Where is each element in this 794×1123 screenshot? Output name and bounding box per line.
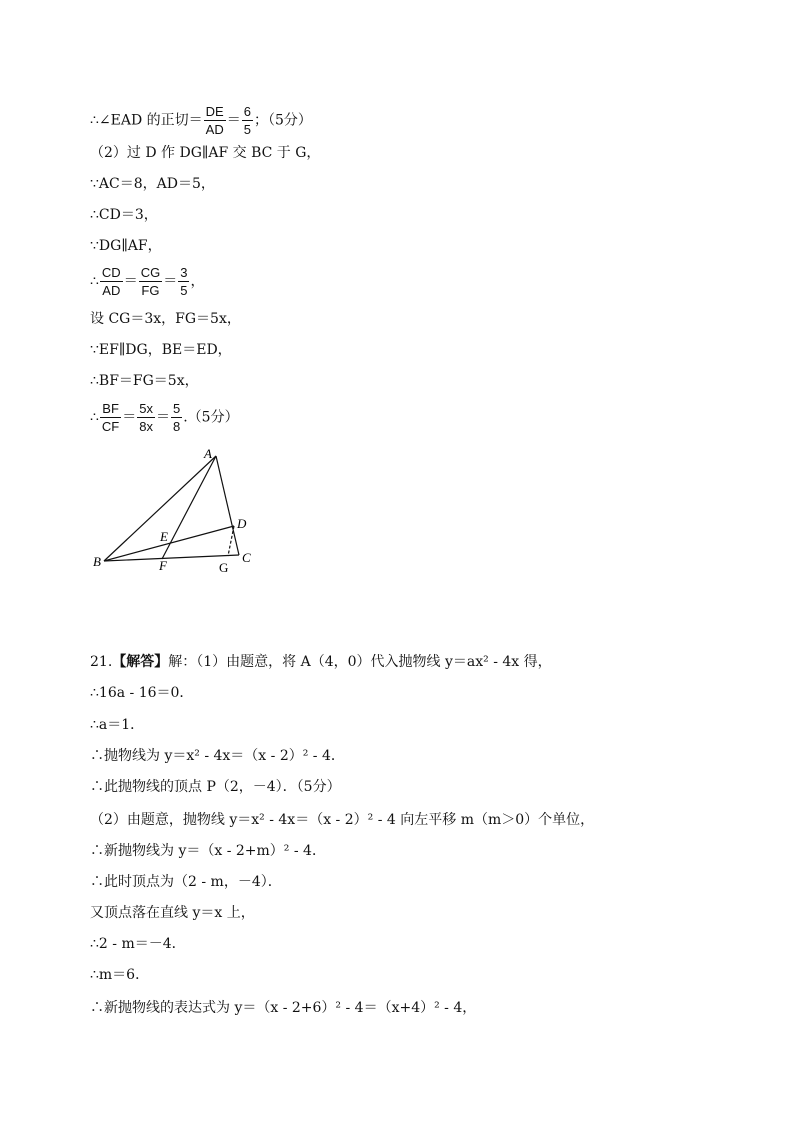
triangle-figure [88, 446, 268, 578]
fraction-bf-cf: $\frac{BF}{CF}$ [101, 401, 120, 434]
label-b: B [93, 554, 101, 569]
segment-ba [104, 456, 216, 561]
fraction-5-8: $\frac{5}{8}$ [173, 401, 181, 434]
solution-line: ∴16a - 16＝0． [90, 685, 194, 701]
solution-line: 又顶点落在直线 y＝x 上， [90, 905, 255, 921]
label-c: C [242, 550, 251, 565]
label-f: F [159, 558, 167, 573]
solution-line-ratio: ∴ $\frac{CD}{AD}$ ＝ $\frac{CG}{FG}$ ＝ $\frac{3}{5}$ ， [90, 265, 205, 298]
label-a: A [204, 446, 212, 461]
fraction-cg-fg: $\frac{CG}{FG}$ [140, 265, 161, 298]
solution-line: （2）由题意，抛物线 y＝x² - 4x＝（x - 2）² - 4 向左平移 m（m＞0）个单位， [90, 812, 595, 828]
solution-line: ∴m＝6． [90, 967, 150, 983]
solution-line: ∴CD＝3， [90, 207, 158, 223]
fraction-6-5: $\frac{6}{5}$ [243, 104, 251, 137]
solution-line: ∴新抛物线为 y＝（x - 2+m）² - 4． [90, 843, 326, 859]
fraction-3-5: $\frac{3}{5}$ [180, 265, 188, 298]
fraction-cd-ad: $\frac{CD}{AD}$ [101, 265, 121, 298]
fraction-5x-8x: $\frac{5x}{8x}$ [139, 401, 153, 434]
solution-line: ∴新抛物线的表达式为 y＝（x - 2+6）² - 4＝（x+4）² - 4， [90, 1000, 477, 1016]
label-g: G [219, 560, 229, 575]
solution-line: （2）过 D 作 DG∥AF 交 BC 于 G， [90, 145, 321, 161]
solution-line: ∴抛物线为 y＝x² - 4x＝（x - 2）² - 4． [90, 748, 345, 764]
solution-line: ∴此抛物线的顶点 P（2，－4）．（5分） [90, 779, 341, 795]
question-21-line: 21.【解答】解：（1）由题意，将 A（4，0）代入抛物线 y＝ax² - 4x 得， [90, 654, 552, 670]
solution-line: ∴a＝1． [90, 717, 145, 733]
label-e: E [160, 529, 168, 544]
solution-line-ratio: ∴ $\frac{BF}{CF}$ ＝ $\frac{5x}{8x}$ ＝ $\frac{5}{8}$ .（5分） [90, 401, 239, 434]
solution-line: 设 CG＝3x，FG＝5x， [90, 311, 241, 327]
solution-line: ∵EF∥DG，BE＝ED， [90, 342, 232, 358]
segment-ac [216, 456, 239, 555]
solution-line-tangent: ∴∠EAD 的正切＝ $\frac{DE}{AD}$ ＝ $\frac{6}{5}$ ；（5分） [90, 104, 312, 137]
solution-line: ∴此时顶点为（2 - m，－4）． [90, 874, 282, 890]
solution-line: ∴BF＝FG＝5x， [90, 373, 199, 389]
solution-line: ∵DG∥AF， [90, 238, 162, 254]
fraction-de-ad: $\frac{DE}{AD}$ [205, 104, 224, 137]
label-d: D [237, 516, 247, 531]
solution-line: ∴2 - m＝－4． [90, 936, 186, 952]
solution-line: ∵AC＝8，AD＝5， [90, 176, 215, 192]
